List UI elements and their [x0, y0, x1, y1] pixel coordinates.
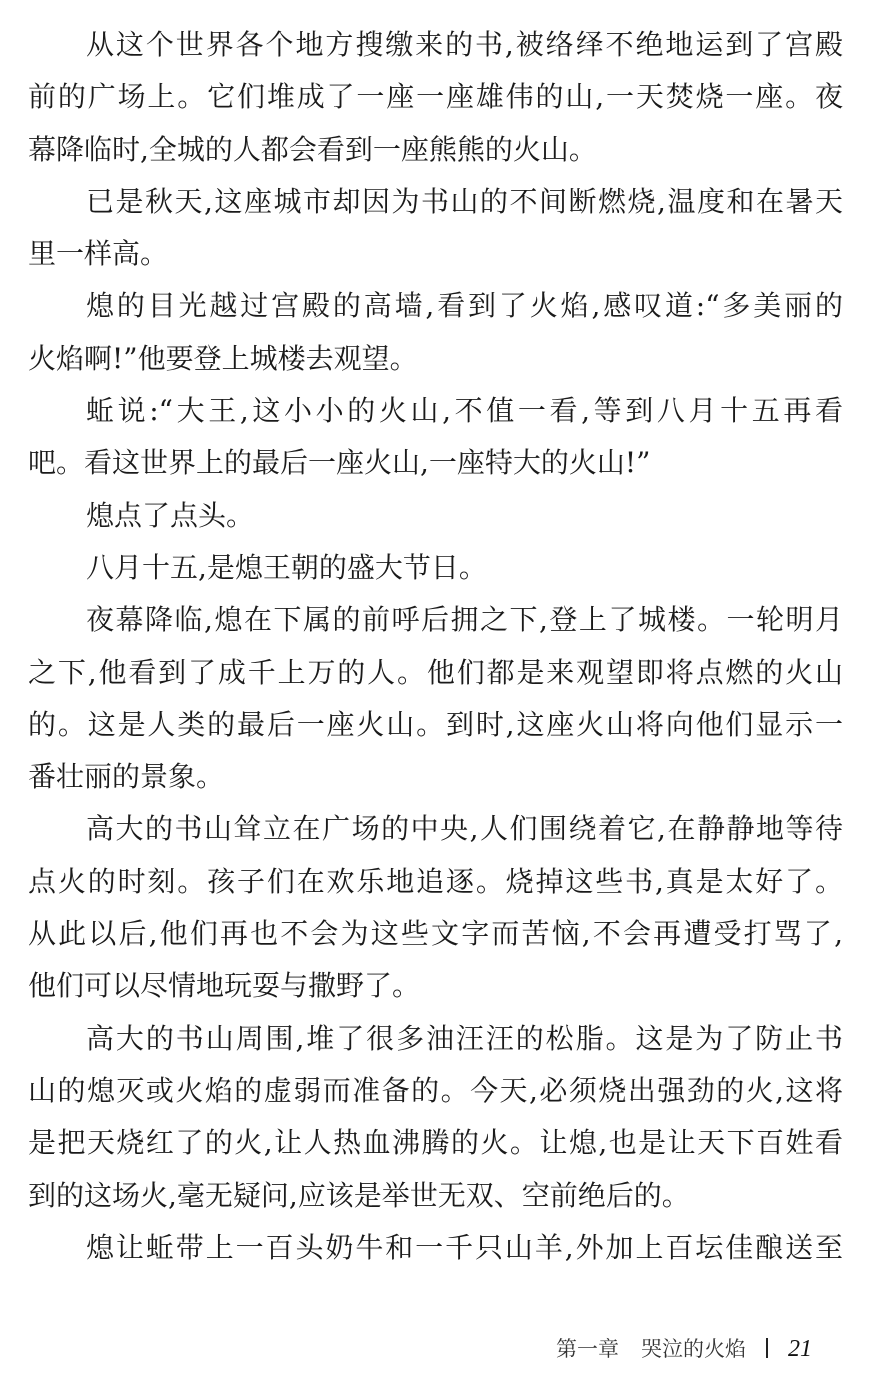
text-line: 吧。看这世界上的最后一座火山,一座特大的火山!”: [28, 446, 651, 480]
body-text: [28, 19, 843, 1274]
text-line: 熄点了点头。: [86, 498, 255, 532]
text-line: 前的广场上。它们堆成了一座一座雄伟的山,一天焚烧一座。夜: [28, 80, 843, 114]
paragraph: [28, 803, 843, 1012]
text-line: 已是秋天,这座城市却因为书山的不间断燃烧,温度和在暑天: [86, 184, 843, 218]
text-line: 熄的目光越过宫殿的高墙,看到了火焰,感叹道:“多美丽的: [86, 289, 843, 323]
text-line: 八月十五,是熄王朝的盛大节日。: [86, 550, 487, 584]
paragraph: [28, 176, 843, 281]
text-line: 里一样高。: [28, 237, 169, 271]
paragraph: [28, 490, 843, 542]
chapter-label: 第一章: [556, 1337, 619, 1361]
paragraph: [28, 1013, 843, 1222]
running-footer: [556, 1333, 812, 1363]
paragraph: [28, 1222, 843, 1274]
text-line: 高大的书山耸立在广场的中央,人们围绕着它,在静静地等待: [86, 812, 843, 846]
text-line: 他们可以尽情地玩耍与撒野了。: [28, 969, 421, 1003]
text-line: 的。这是人类的最后一座火山。到时,这座火山将向他们显示一: [28, 707, 843, 741]
paragraph: [28, 594, 843, 803]
text-line: 之下,他看到了成千上万的人。他们都是来观望即将点燃的火山: [28, 655, 843, 689]
page-number: 21: [788, 1336, 812, 1362]
text-line: 高大的书山周围,堆了很多油汪汪的松脂。这是为了防止书: [86, 1021, 843, 1055]
text-line: 从此以后,他们再也不会为这些文字而苦恼,不会再遭受打骂了,: [28, 917, 843, 951]
text-line: 幕降临时,全城的人都会看到一座熊熊的火山。: [28, 132, 597, 166]
chapter-title: 哭泣的火焰: [641, 1337, 746, 1361]
text-line: 到的这场火,毫无疑问,应该是举世无双、空前绝后的。: [28, 1178, 690, 1212]
footer-divider: [766, 1338, 768, 1358]
text-line: 山的熄灭或火焰的虚弱而准备的。今天,必须烧出强劲的火,这将: [28, 1073, 843, 1107]
text-line: 点火的时刻。孩子们在欢乐地追逐。烧掉这些书,真是太好了。: [28, 864, 843, 898]
text-line: 火焰啊!”他要登上城楼去观望。: [28, 341, 418, 375]
paragraph: [28, 542, 843, 594]
text-line: 从这个世界各个地方搜缴来的书,被络绎不绝地运到了宫殿: [86, 28, 843, 61]
text-line: 夜幕降临,熄在下属的前呼后拥之下,登上了城楼。一轮明月: [86, 603, 843, 637]
paragraph: [28, 385, 843, 490]
paragraph: [28, 280, 843, 385]
text-line: 番壮丽的景象。: [28, 760, 225, 794]
text-line: 是把天烧红了的火,让人热血沸腾的火。让熄,也是让天下百姓看: [28, 1126, 843, 1160]
paragraph: [28, 19, 843, 176]
text-line: 蚯说:“大王,这小小的火山,不值一看,等到八月十五再看: [86, 394, 843, 428]
text-line: 熄让蚯带上一百头奶牛和一千只山羊,外加上百坛佳酿送至: [86, 1230, 843, 1264]
